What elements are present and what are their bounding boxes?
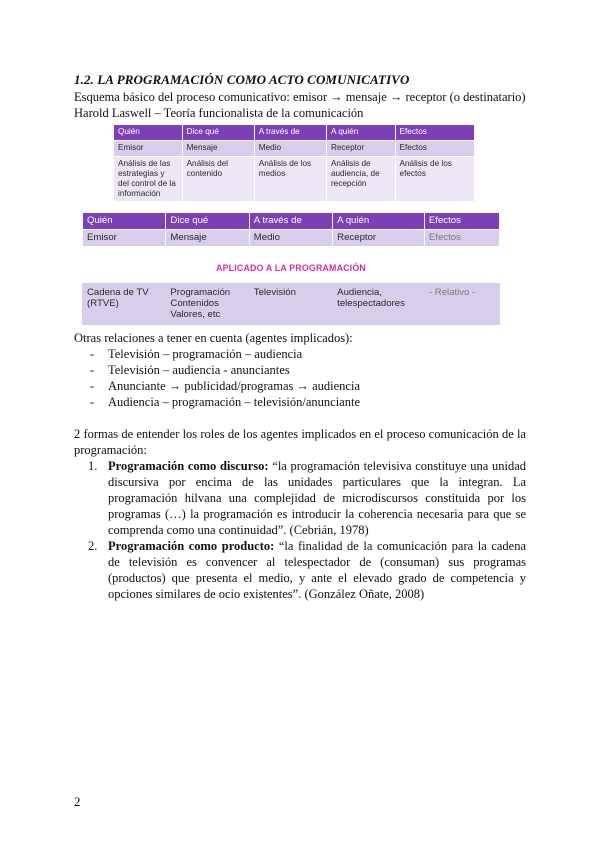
- section-heading: 1.2. LA PROGRAMACIÓN COMO ACTO COMUNICATIVO: [74, 72, 410, 87]
- table-cell: Medio: [254, 141, 326, 157]
- bullet-marker: -: [90, 379, 95, 393]
- table-cell: Efectos: [424, 230, 499, 247]
- header-cell: A través de: [254, 125, 326, 141]
- item-text: “la programación televisiva constituye una unidad discursiva por encima de las unidades particulares que la integran. La programación hilvana una complejidad de microdiscursos constituida por los programas (…) la programación es introducir la coherencia necesaria para que se comprenda como una continuidad”. (Cebrián, 1978): [108, 459, 526, 537]
- header-cell: Dice qué: [182, 125, 254, 141]
- table-cell: Análisis de las estrategias y del control de la información: [114, 157, 183, 202]
- header-cell: Efectos: [395, 125, 474, 141]
- roles-intro: 2 formas de entender los roles de los agentes implicados en el proceso comunicación de la programación:: [74, 427, 526, 457]
- item-number: 2.: [88, 539, 98, 553]
- applied-table-row: [83, 230, 500, 247]
- table-cell: Emisor: [114, 141, 183, 157]
- list-item: [90, 394, 360, 410]
- table-cell: Emisor: [83, 230, 166, 247]
- table-cell: Análisis de los medios: [254, 157, 326, 202]
- list-item: [108, 538, 526, 602]
- header-cell: Efectos: [424, 213, 499, 230]
- bullet-marker: -: [90, 395, 95, 409]
- bullet-marker: -: [90, 347, 95, 361]
- item-title: Programación como producto:: [108, 539, 275, 553]
- laswell-table-header-row: [114, 125, 475, 141]
- applied-table-header-row: [83, 213, 500, 230]
- table-cell: Análisis de audiencia, de recepción: [326, 157, 395, 202]
- laswell-table: [113, 124, 475, 202]
- list-item-text: Televisión – programación – audiencia: [108, 347, 303, 361]
- table-cell: Análisis del contenido: [182, 157, 254, 202]
- intro-line-laswell: Harold Laswell – Teoría funcionalista de la comunicación: [74, 106, 364, 120]
- relations-intro: Otras relaciones a tener en cuenta (agentes implicados):: [74, 331, 353, 345]
- list-item: [90, 378, 360, 394]
- intro-line-scheme: Esquema básico del proceso comunicativo: emisor → mensaje → receptor (o destinatario): [74, 90, 526, 104]
- list-item-text: Audiencia – programación – televisión/anunciante: [108, 395, 360, 409]
- laswell-table-row: [114, 157, 475, 202]
- applied-programming-table: [82, 283, 500, 325]
- table-cell: Mensaje: [166, 230, 249, 247]
- table-cell: Mensaje: [182, 141, 254, 157]
- list-item-text: Televisión – audiencia - anunciantes: [108, 363, 290, 377]
- table-cell: Audiencia, telespectadores: [333, 284, 425, 325]
- table-cell: Televisión: [249, 284, 332, 325]
- table-cell: Análisis de los efectos: [395, 157, 474, 202]
- item-text: “la finalidad de la comunicación para la cadena de televisión es convencer al telespectador de (consuman) sus programas (productos) que presenta el medio, y ante el elevado grado de competencia y opciones similares de ocio existentes”. (González Oñate, 2008): [108, 539, 527, 601]
- table-cell: Receptor: [333, 230, 425, 247]
- table-cell: Efectos: [395, 141, 474, 157]
- item-number: 1.: [88, 459, 98, 473]
- list-item: [108, 458, 526, 538]
- laswell-table-row: [114, 141, 475, 157]
- list-item: [90, 362, 290, 378]
- header-cell: Quién: [114, 125, 183, 141]
- bullet-marker: -: [90, 363, 95, 377]
- applied-label: APLICADO A LA PROGRAMACIÓN: [216, 263, 366, 273]
- page-number: 2: [74, 794, 81, 809]
- table-cell: Programación Contenidos Valores, etc: [166, 284, 249, 325]
- table-cell: Cadena de TV (RTVE): [83, 284, 166, 325]
- table-cell: Receptor: [326, 141, 395, 157]
- applied-header-table: [82, 212, 500, 247]
- header-cell: A través de: [249, 213, 332, 230]
- header-cell: Dice qué: [166, 213, 249, 230]
- applied-programming-row: [83, 284, 500, 325]
- item-title: Programación como discurso:: [108, 459, 269, 473]
- list-item: [90, 346, 302, 362]
- table-cell: Medio: [249, 230, 332, 247]
- header-cell: A quién: [333, 213, 425, 230]
- header-cell: A quién: [326, 125, 395, 141]
- table-cell: - Relativo -: [424, 284, 499, 325]
- header-cell: Quién: [83, 213, 166, 230]
- list-item-text: Anunciante → publicidad/programas → audiencia: [108, 379, 361, 393]
